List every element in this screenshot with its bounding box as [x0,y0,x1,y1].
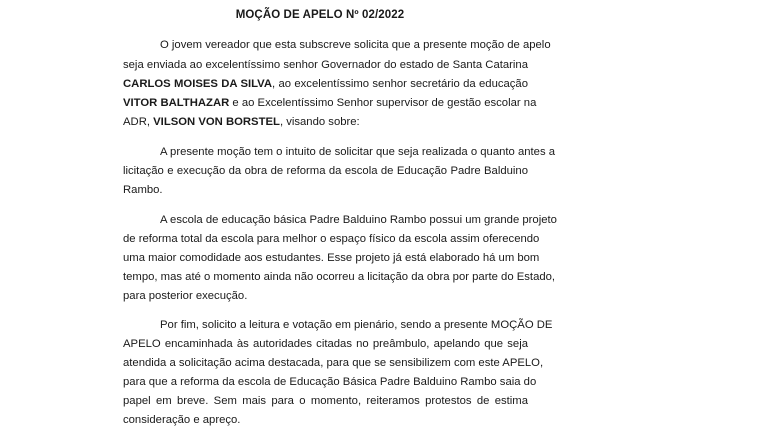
p3-line-5: para posterior execução. [123,290,248,302]
p1-line-5 [123,115,528,129]
p4-line-6: consideração e apreço. [123,414,241,426]
governor-name: CARLOS MOISES DA SILVA [123,78,273,90]
p4-line-3: atendida a solicitação acima destacada, para que se sensibilizem com este APELO, [123,357,544,369]
secretary-name: VITOR BALTHAZAR [123,97,230,109]
p1-line-4 [123,96,537,110]
p1-line-5-prefix: ADR, [123,116,154,128]
p2-line-2: licitação e execução da obra de reforma da escola de Educação Padre Balduino [123,165,528,177]
p3-line-3: uma maior comodidade aos estudantes. Esse projeto já está elaborado há um bom [123,252,540,264]
p3-line-4: tempo, mas até o momento ainda não ocorreu a licitação da obra por parte do Estado, [123,271,556,283]
p4-line-1: Por fim, solicito a leitura e votação em pienário, sendo a presente MOÇÃO DE [160,319,553,331]
p4-line-4: para que a reforma da escola de Educação Básica Padre Balduino Rambo saia do [123,376,537,388]
p4-line-2: APELO encaminhada às autoridades citadas no preâmbulo, apelando que seja [123,338,528,350]
supervisor-name: VILSON VON BORSTEL [153,116,280,128]
p1-line-3-text: , ao excelentíssimo senhor secretário da educação [272,78,528,90]
p1-line-5-text: , visando sobre: [279,116,360,128]
document-title: MOÇÃO DE APELO Nº 02/2022 [235,9,405,21]
p3-line-2: de reforma total da escola para melhor o espaço físico da escola assim oferecendo [123,233,540,245]
p2-line-3: Rambo. [123,184,163,196]
p3-line-1: A escola de educação básica Padre Balduino Rambo possui um grande projeto [160,214,557,226]
p2-line-1: A presente moção tem o intuito de solicitar que seja realizada o quanto antes a [160,146,556,158]
p1-line-4-text: e ao Excelentíssimo Senhor supervisor de gestão escolar na [229,97,537,109]
p1-line-3 [123,77,528,91]
p1-line-2: seja enviada ao excelentíssimo senhor Governador do estado de Santa Catarina [123,59,528,71]
p1-line-1: O jovem vereador que esta subscreve solicita que a presente moção de apelo [160,39,551,51]
p4-line-5: papel em breve. Sem mais para o momento, reiteramos protestos de estima [123,395,528,407]
